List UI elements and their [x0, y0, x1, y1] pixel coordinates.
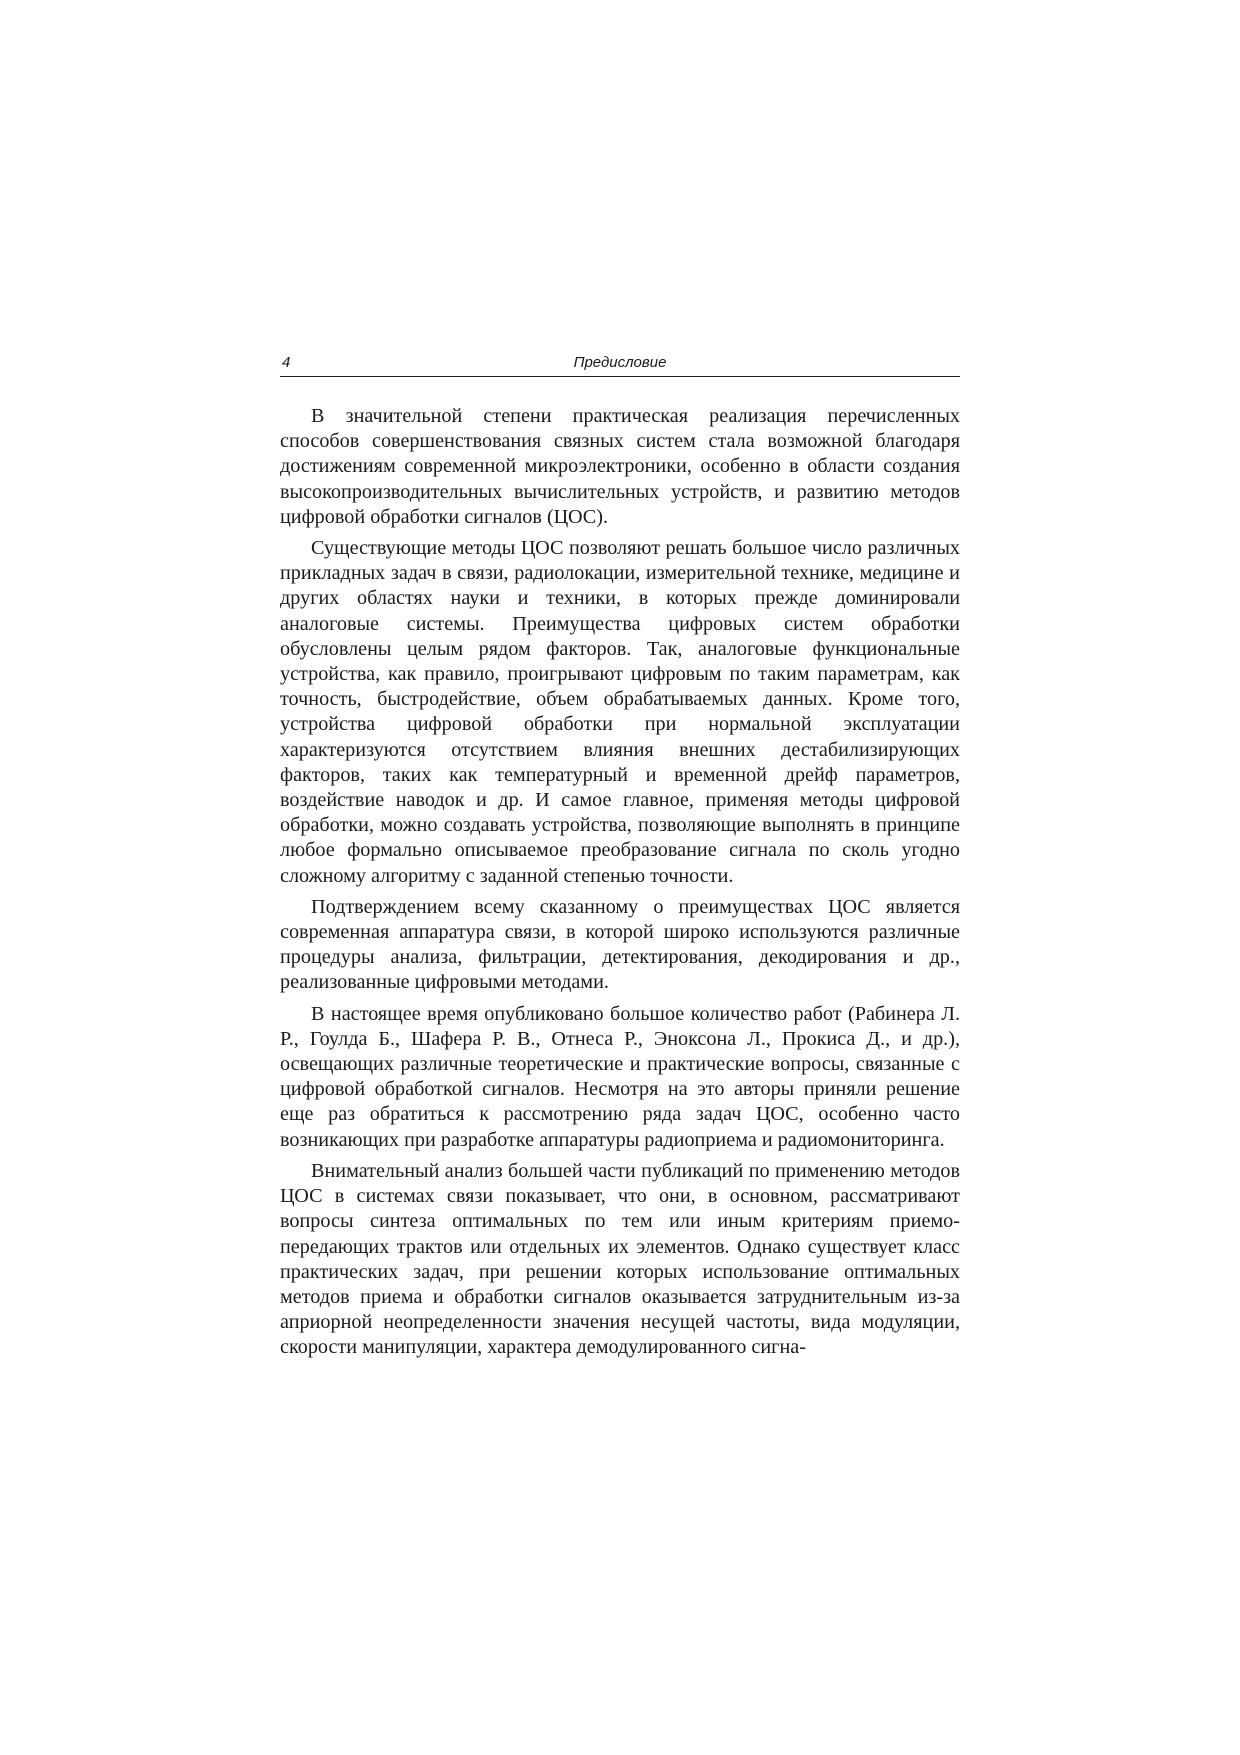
paragraph: Внимательный анализ большей части публикаций по применению методов ЦОС в системах связи показывает, что они, в основном, рассматривают вопросы синтеза оптимальных по тем или иным критериям приемо-передающих трактов или отдельных их элементов. Однако существует класс практических задач, при решении которых использование оптимальных методов приема и обработки сигналов оказывается затруднительным из-за априорной неопределенности значения несущей частоты, вида модуляции, скорости манипуляции, характера демодулированного сигна-: [280, 1159, 960, 1359]
paragraph: В значительной степени практическая реализация перечисленных способов совершенствования связных систем стала возможной благодаря достижениям современной микроэлектроники, особенно в области создания высокопроизводительных вычислительных устройств, и развитию методов цифровой обработки сигналов (ЦОС).: [280, 405, 960, 528]
running-title: Предисловие: [573, 354, 667, 371]
paragraph: Существующие методы ЦОС позволяют решать большое число различных прикладных задач в связи, радиолокации, измерительной технике, медицине и других областях науки и техники, в которых прежде доминировали аналоговые системы. Преимущества цифровых систем обработки обусловлены целым рядом факторов. Так, аналоговые функциональные устройства, как правило, проигрывают цифровым по таким параметрам, как точность, быстродействие, объем обрабатываемых данных. Кроме того, устройства цифровой обработки при нормальной эксплуатации характеризуются отсутствием влияния внешних дестабилизирующих факторов, таких как температурный и временной дрейф параметров, воздействие наводок и др. И самое главное, применяя методы цифровой обработки, можно создавать устройства, позволяющие выполнять в принципе любое формально описываемое преобразование сигнала по сколь угодно сложному алгоритму с заданной степенью точности.: [280, 537, 960, 887]
paragraph: Подтверждением всему сказанному о преимуществах ЦОС является современная аппаратура связи, в которой широко используются различные процедуры анализа, фильтрации, детектирования, декодирования и др., реализованные цифровыми методами.: [280, 895, 960, 994]
page-number: 4: [282, 354, 291, 371]
body-text: [280, 404, 960, 1367]
page-header: [280, 352, 960, 377]
paragraph: В настоящее время опубликовано большое количество работ (Рабинера Л. Р., Гоулда Б., Шафера Р. В., Отнеса Р., Эноксона Л., Прокиса Д., и др.), освещающих различные теоретические и практические вопросы, связанные с цифровой обработкой сигналов. Несмотря на это авторы приняли решение еще раз обратиться к рассмотрению ряда задач ЦОС, особенно часто возникающих при разработке аппаратуры радиоприема и радиомониторинга.: [280, 1002, 960, 1151]
